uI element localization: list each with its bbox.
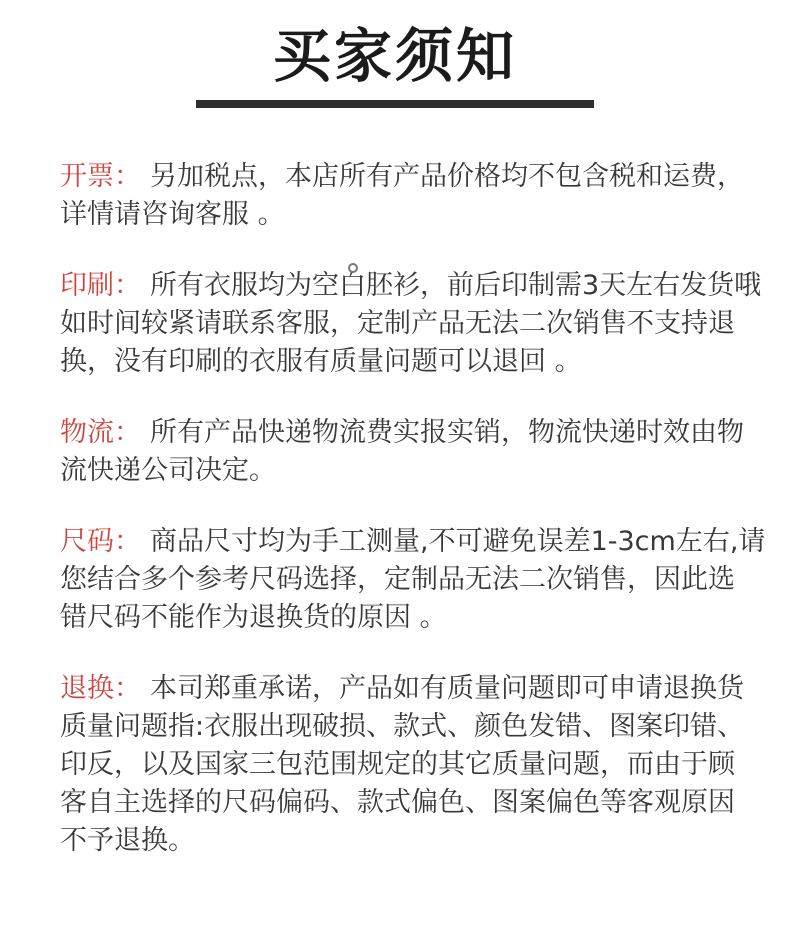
section-invoice (60, 158, 744, 234)
notice-line: 换，没有印刷的衣服有质量问题可以退回 。 (60, 346, 582, 377)
section-label-sizing: 尺码： (60, 526, 141, 557)
notice-text: 所有衣服均为空白胚衫，前后印制需3天左右发货哦 (150, 270, 762, 301)
notice-text: 另加税点，本店所有产品价格均不包含税和运费， (150, 161, 744, 192)
notice-line: 质量问题指:衣服出现破损、款式、颜色发错、图案印错、 (60, 711, 745, 742)
section-label-invoice: 开票： (60, 161, 141, 192)
section-logistics (60, 414, 744, 490)
notice-line: 如时间较紧请联系客服，定制产品无法二次销售不支持退 (60, 308, 735, 339)
notice-line: 详情请咨询客服 。 (60, 199, 285, 230)
notice-line (60, 670, 744, 708)
notice-line: 您结合多个参考尺码选择，定制品无法二次销售，因此选 (60, 564, 735, 595)
notice-body (0, 158, 790, 860)
notice-line: 印反，以及国家三包范围规定的其它质量问题，而由于顾 (60, 749, 735, 780)
notice-text: 本司郑重承诺，产品如有质量问题即可申请退换货 (150, 673, 744, 704)
section-label-returns: 退换： (60, 673, 141, 704)
notice-line: 错尺码不能作为退换货的原因 。 (60, 602, 447, 633)
notice-line: 不予退换。 (60, 825, 195, 856)
section-label-logistics: 物流： (60, 417, 141, 448)
section-returns (60, 670, 745, 860)
section-printing (60, 267, 762, 381)
notice-line (60, 414, 744, 452)
title-underline-bar (196, 100, 594, 108)
page-title: 买家须知 (272, 22, 517, 90)
notice-text: 所有产品快递物流费实报实销，物流快递时效由物 (150, 417, 744, 448)
section-label-printing: 印刷： (60, 270, 141, 301)
ring-annotation-mark (348, 263, 358, 273)
section-sizing (60, 523, 766, 637)
notice-line (60, 523, 766, 561)
notice-line: 流快递公司决定。 (60, 455, 276, 486)
notice-text: 商品尺寸均为手工测量,不可避免误差1-3cm左右,请 (150, 526, 766, 557)
notice-line (60, 267, 762, 305)
notice-line (60, 158, 744, 196)
notice-line: 客自主选择的尺码偏码、款式偏色、图案偏色等客观原因 (60, 787, 735, 818)
buyer-notice-page (0, 24, 790, 928)
